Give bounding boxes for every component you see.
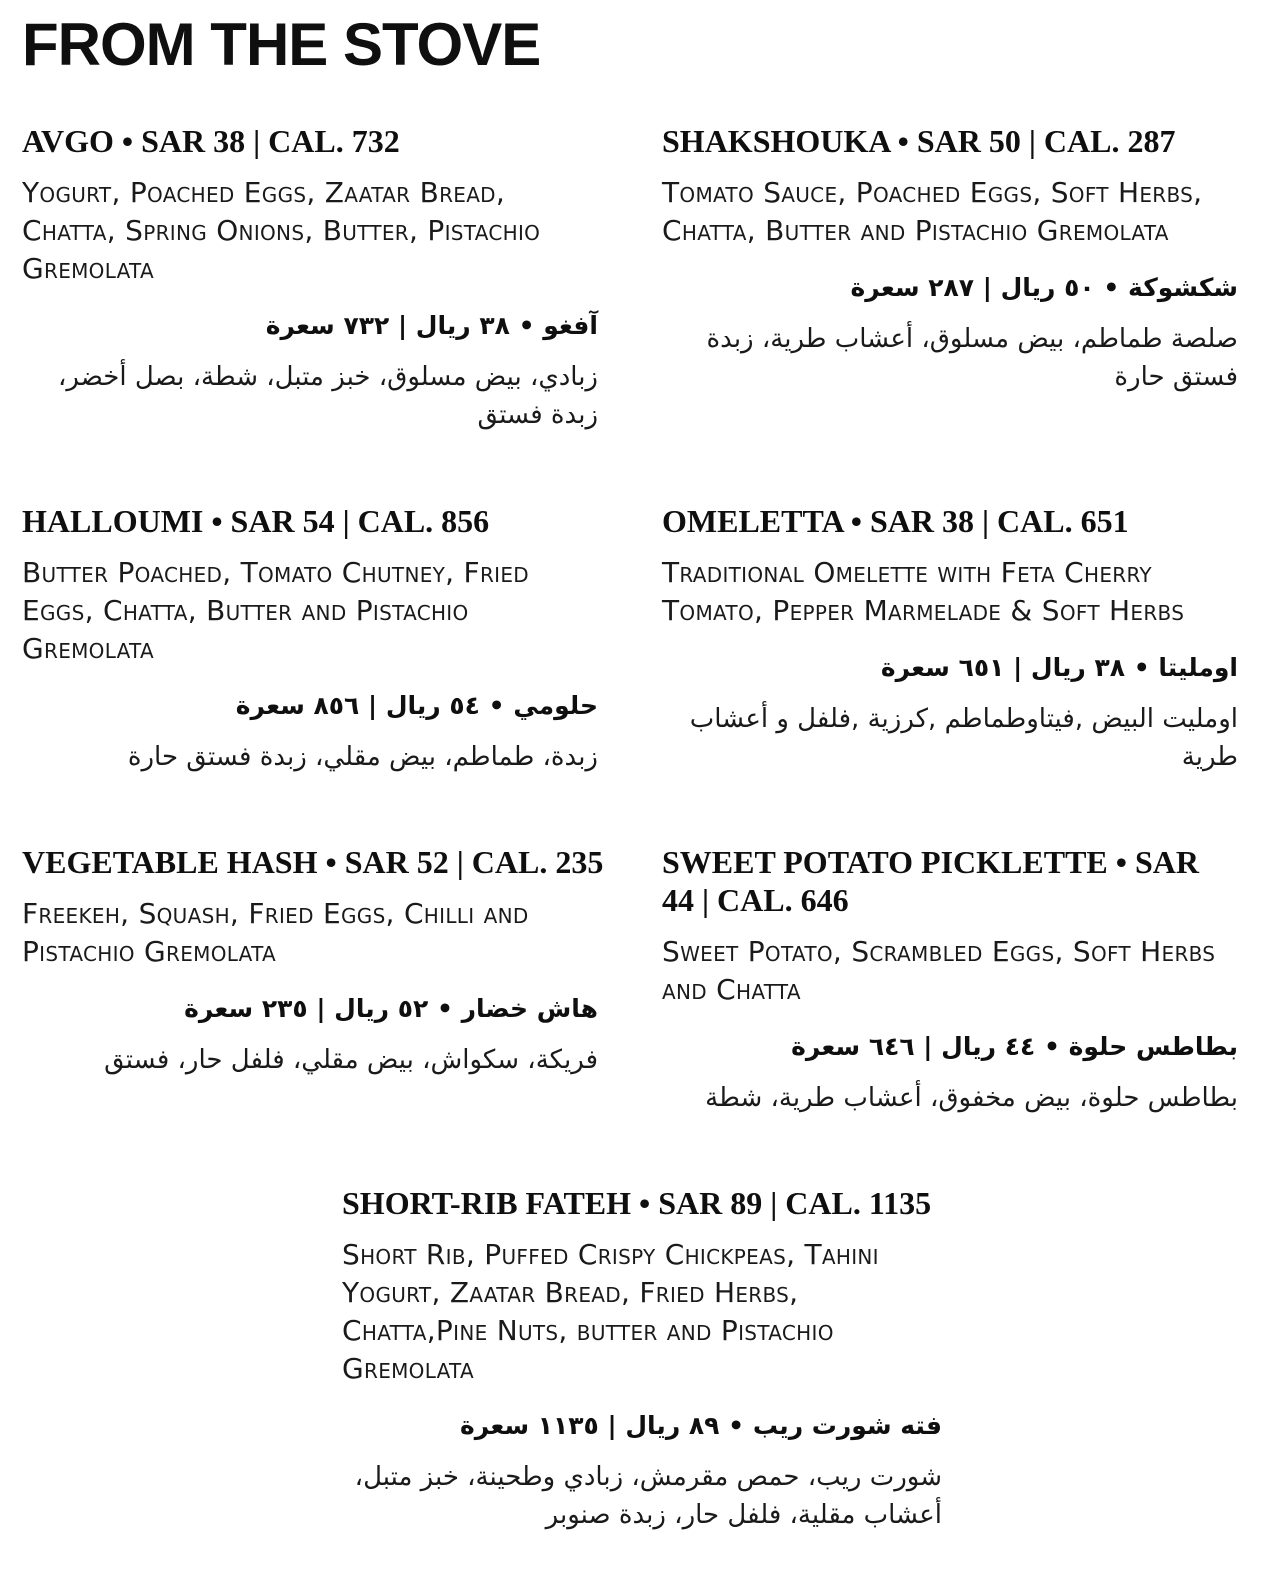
menu-item-sweet-potato-picklette — [662, 843, 1238, 1117]
menu-item-vegetable-hash — [22, 843, 604, 1079]
item-title-arabic: حلومي • ٥٤ ريال | ٨٥٦ سعرة — [235, 691, 598, 720]
item-description-arabic: بطاطس حلوة، بيض مخفوق، أعشاب طرية، شطة — [705, 1083, 1238, 1113]
item-description-arabic: شورت ريب، حمص مقرمش، زبادي وطحينة، خبز متبل، أعشاب مقلية، فلفل حار، زبدة صنوبر — [354, 1462, 942, 1530]
item-title-arabic: آفغو • ٣٨ ريال | ٧٣٢ سعرة — [265, 311, 598, 340]
item-description-arabic: صلصة طماطم، بيض مسلوق، أعشاب طرية، زبدة فستق حارة — [706, 324, 1238, 392]
item-title: OMELETTA • SAR 38 | CAL. 651 — [662, 503, 1129, 539]
item-title-arabic: شكشوكة • ٥٠ ريال | ٢٨٧ سعرة — [850, 273, 1238, 302]
item-title: SHAKSHOUKA • SAR 50 | CAL. 287 — [662, 123, 1176, 159]
item-title-arabic: فته شورت ريب • ٨٩ ريال | ١١٣٥ سعرة — [460, 1411, 942, 1440]
item-description: Butter Poached, Tomato Chutney, Fried Eggs, Chatta, Butter and Pistachio Gremolata — [22, 556, 529, 665]
item-description: Sweet Potato, Scrambled Eggs, Soft Herbs and Chatta — [662, 935, 1216, 1006]
menu-item-halloumi — [22, 502, 598, 776]
item-title-arabic: هاش خضار • ٥٢ ريال | ٢٣٥ سعرة — [184, 994, 598, 1023]
item-title: AVGO • SAR 38 | CAL. 732 — [22, 123, 400, 159]
menu-item-omeletta — [662, 502, 1238, 776]
menu-item-short-rib-fateh — [342, 1184, 942, 1534]
item-description: Yogurt, Poached Eggs, Zaatar Bread, Chatta, Spring Onions, Butter, Pistachio Gremolata — [22, 176, 541, 285]
item-description-arabic: زبادي، بيض مسلوق، خبز متبل، شطة، بصل أخضر، زبدة فستق — [57, 362, 598, 430]
item-description: Short Rib, Puffed Crispy Chickpeas, Tahini Yogurt, Zaatar Bread, Fried Herbs, Chatta,Pine Nuts, butter and Pistachio Gremolata — [342, 1238, 879, 1385]
item-title: VEGETABLE HASH • SAR 52 | CAL. 235 — [22, 844, 604, 880]
page-title: FROM THE STOVE — [22, 11, 541, 78]
item-description: Tomato Sauce, Poached Eggs, Soft Herbs, Chatta, Butter and Pistachio Gremolata — [662, 176, 1203, 247]
item-description-arabic: اومليت البيض ,فيتاوطماطم ,كرزية ,فلفل و أعشاب طرية — [689, 704, 1238, 772]
item-title: SHORT-RIB FATEH • SAR 89 | CAL. 1135 — [342, 1185, 932, 1221]
item-title-arabic: بطاطس حلوة • ٤٤ ريال | ٦٤٦ سعرة — [791, 1032, 1238, 1061]
item-description: Traditional Omelette with Feta Cherry Tomato, Pepper Marmelade & Soft Herbs — [662, 556, 1185, 627]
item-title-arabic: اومليتا • ٣٨ ريال | ٦٥١ سعرة — [880, 653, 1238, 682]
item-description-arabic: زبدة، طماطم، بيض مقلي، زبدة فستق حارة — [127, 742, 598, 772]
item-title: HALLOUMI • SAR 54 | CAL. 856 — [22, 503, 490, 539]
item-description: Freekeh, Squash, Fried Eggs, Chilli and Pistachio Gremolata — [22, 897, 529, 968]
menu-item-avgo — [22, 122, 598, 434]
item-title: SWEET POTATO PICKLETTE • SAR 44 | CAL. 646 — [662, 844, 1199, 918]
item-description-arabic: فريكة، سكواش، بيض مقلي، فلفل حار، فستق — [104, 1045, 598, 1075]
menu-item-shakshouka — [662, 122, 1238, 396]
